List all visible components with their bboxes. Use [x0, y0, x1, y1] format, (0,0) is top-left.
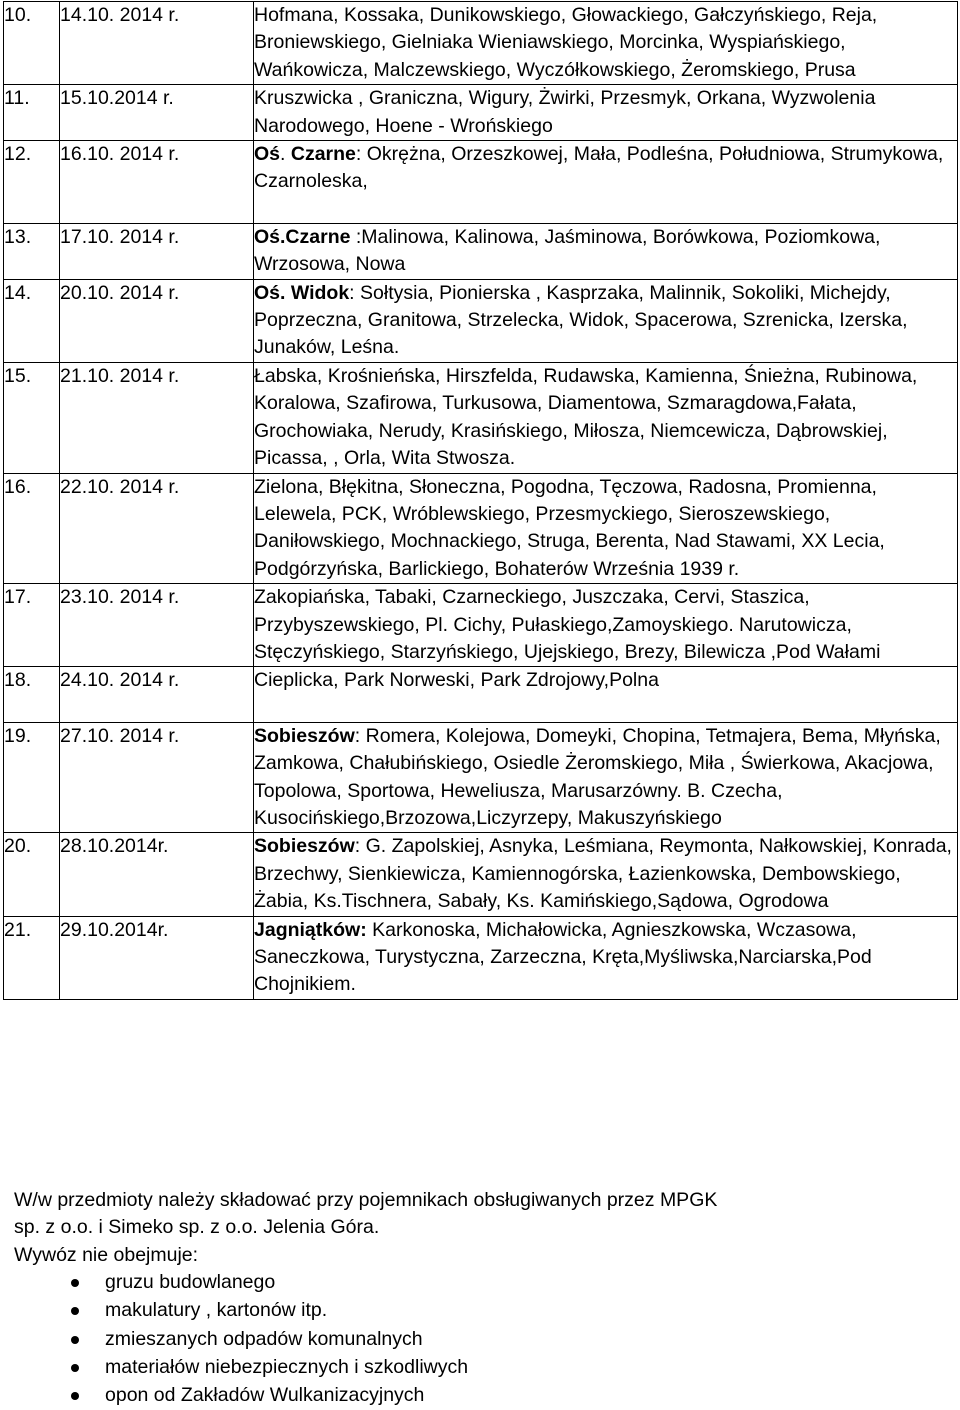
row-number: 13.: [4, 223, 60, 279]
exclusion-item-text: materiałów niebezpiecznych i szkodliwych: [105, 1355, 469, 1378]
exclusion-item-text: gruzu budowlanego: [105, 1271, 276, 1294]
collection-date: 24.10. 2014 r.: [60, 667, 254, 722]
row-number: 20.: [4, 833, 60, 916]
bullet-icon: [71, 1279, 79, 1287]
street-list: Hofmana, Kossaka, Dunikowskiego, Głowackiego, Gałczyńskiego, Reja, Broniewskiego, Gielniaka Wieniawskiego, Morcinka, Wyspiańskiego, Wańkowicza, Malczewskiego, Wyczółkowskiego, Żeromskiego, Prusa: [254, 4, 878, 81]
street-list: : G. Zapolskiej, Asnyka, Leśmiana, Reymonta, Nałkowskiej, Konrada, Brzechwy, Sienkiewicza, Kamiennogórska, Łazienkowska, Dembowskiego, Żabia, Ks.Tischnera, Sabały, Ks. Kamińskiego,Sądowa, Ogrodowa: [254, 835, 952, 913]
collection-date: 28.10.2014r.: [60, 833, 254, 916]
row-number: 19.: [4, 722, 60, 833]
schedule-row: [4, 85, 958, 141]
schedule-row: [4, 667, 958, 722]
street-list: Łabska, Krośnieńska, Hirszfelda, Rudawska, Kamienna, Śnieżna, Rubinowa, Koralowa, Szafirowa, Turkusowa, Diamentowa, Szmaragdowa,Fałata, Grochowiaka, Nerudy, Krasińskiego, Miłosza, Niemcewicza, Dąbrowskiej, Picassa, , Orla, Wita Stwosza.: [254, 364, 918, 470]
row-number: 14.: [4, 279, 60, 362]
collection-date: 20.10. 2014 r.: [60, 279, 254, 362]
streets-cell: [254, 279, 958, 362]
schedule-row: [4, 2, 958, 85]
bullet-icon: [71, 1336, 79, 1344]
row-number: 18.: [4, 667, 60, 722]
collection-date: 17.10. 2014 r.: [60, 223, 254, 279]
street-list: : Sołtysia, Pionierska , Kasprzaka, Malinnik, Sokoliki, Michejdy, Poprzeczna, Granitowa, Strzelecka, Widok, Spacerowa, Szrenicka, Izerska, Junaków, Leśna.: [254, 281, 908, 359]
collection-date: 21.10. 2014 r.: [60, 362, 254, 473]
exclusion-item: [14, 1297, 944, 1325]
bullet-icon: [71, 1307, 79, 1315]
streets-cell: [254, 85, 958, 141]
collection-date: 27.10. 2014 r.: [60, 722, 254, 833]
exclusion-item: [14, 1382, 944, 1410]
exclusion-item: [14, 1354, 944, 1382]
row-number: 11.: [4, 85, 60, 141]
cell-spacer: [254, 695, 957, 722]
area-name: Oś.Czarne: [254, 225, 351, 248]
schedule-row: [4, 279, 958, 362]
row-number: 15.: [4, 362, 60, 473]
collection-date: 29.10.2014r.: [60, 916, 254, 999]
area-name: Czarne: [290, 143, 356, 166]
row-number: 21.: [4, 916, 60, 999]
area-name: Oś. Widok: [254, 281, 350, 304]
schedule-row: [4, 916, 958, 999]
schedule-row: [4, 473, 958, 584]
area-name: Sobieszów: [254, 835, 355, 858]
streets-cell: [254, 362, 958, 473]
bullet-icon: [71, 1364, 79, 1372]
collection-date: 15.10.2014 r.: [60, 85, 254, 141]
exclusions-title: Wywóz nie obejmuje:: [14, 1243, 199, 1266]
streets-cell: [254, 223, 958, 279]
collection-date: 22.10. 2014 r.: [60, 473, 254, 584]
row-number: 17.: [4, 584, 60, 667]
collection-schedule-table: [3, 1, 958, 1000]
streets-cell: [254, 141, 958, 224]
exclusions-list: [14, 1269, 944, 1410]
streets-cell: [254, 722, 958, 833]
exclusion-item-text: opon od Zakładów Wulkanizacyjnych: [105, 1383, 425, 1406]
street-list: : Romera, Kolejowa, Domeyki, Chopina, Tetmajera, Bema, Młyńska, Zamkowa, Chałubińskiego, Osiedle Żeromskiego, Miła , Świerkowa, Akacjowa, Topolowa, Sportowa, Heweliusza, Marusarzówny. B. Czecha, Kusocińskiego,Brzozowa,Liczyrzepy, Makuszyńskiego: [254, 724, 941, 829]
placement-note-line-1: W/w przedmioty należy składować przy pojemnikach obsługiwanych przez MPGK: [14, 1189, 718, 1211]
schedule-row: [4, 223, 958, 279]
area-name: Sobieszów: [254, 724, 355, 747]
streets-cell: [254, 833, 958, 916]
street-list: Zakopiańska, Tabaki, Czarneckiego, Juszczaka, Cervi, Staszica, Przybyszewskiego, Pl. Cichy, Pułaskiego,Zamoyskiego. Narutowicza, Stęczyńskiego, Starzyńskiego, Ujejskiego, Brezy, Bilewicza ,Pod Wałami: [254, 586, 881, 663]
streets-cell: [254, 473, 958, 584]
schedule-row: [4, 833, 958, 916]
exclusion-item: [14, 1326, 944, 1354]
cell-spacer: [254, 196, 957, 223]
row-number: 12.: [4, 141, 60, 224]
exclusion-item-text: makulatury , kartonów itp.: [105, 1299, 328, 1322]
street-list: Cieplicka, Park Norweski, Park Zdrojowy,Polna: [254, 669, 659, 692]
schedule-row: [4, 584, 958, 667]
placement-note-line-2: sp. z o.o. i Simeko sp. z o.o. Jelenia Góra.: [14, 1216, 380, 1239]
bullet-icon: [71, 1392, 79, 1400]
collection-date: 23.10. 2014 r.: [60, 584, 254, 667]
schedule-row: [4, 362, 958, 473]
streets-cell: [254, 2, 958, 85]
street-list: Karkonoska, Michałowicka, Agnieszkowska, Wczasowa, Saneczkowa, Turystyczna, Zarzeczna, Kręta,Myśliwska,Narciarska,Pod Chojnikiem.: [254, 918, 872, 996]
streets-cell: [254, 667, 958, 722]
collection-date: 14.10. 2014 r.: [60, 2, 254, 85]
row-number: 10.: [4, 2, 60, 85]
street-list: :Malinowa, Kalinowa, Jaśminowa, Borówkowa, Poziomkowa, Wrzosowa, Nowa: [254, 225, 881, 276]
street-list: Kruszwicka , Graniczna, Wigury, Żwirki, Przesmyk, Orkana, Wyzwolenia Narodowego, Hoene - Wrońskiego: [254, 87, 876, 137]
street-list: .: [280, 143, 291, 166]
footer-notes: [14, 1187, 944, 1410]
street-list: Zielona, Błękitna, Słoneczna, Pogodna, Tęczowa, Radosna, Promienna, Lelewela, PCK, Wróblewskiego, Przesmyckiego, Sieroszewskiego, Daniłowskiego, Mochnackiego, Struga, Berenta, Nad Stawami, XX Lecia, Podgórzyńska, Barlickiego, Bohaterów Września 1939 r.: [254, 475, 885, 580]
schedule-body: [4, 2, 958, 1000]
street-list: : Okrężna, Orzeszkowej, Mała, Podleśna, Południowa, Strumykowa, Czarnoleska,: [254, 143, 944, 193]
exclusion-item: [14, 1269, 944, 1297]
area-name: Oś: [254, 143, 281, 166]
schedule-row: [4, 141, 958, 224]
schedule-row: [4, 722, 958, 833]
row-number: 16.: [4, 473, 60, 584]
streets-cell: [254, 916, 958, 999]
exclusion-item-text: zmieszanych odpadów komunalnych: [105, 1327, 423, 1350]
collection-date: 16.10. 2014 r.: [60, 141, 254, 224]
streets-cell: [254, 584, 958, 667]
area-name: Jagniątków:: [254, 918, 367, 941]
